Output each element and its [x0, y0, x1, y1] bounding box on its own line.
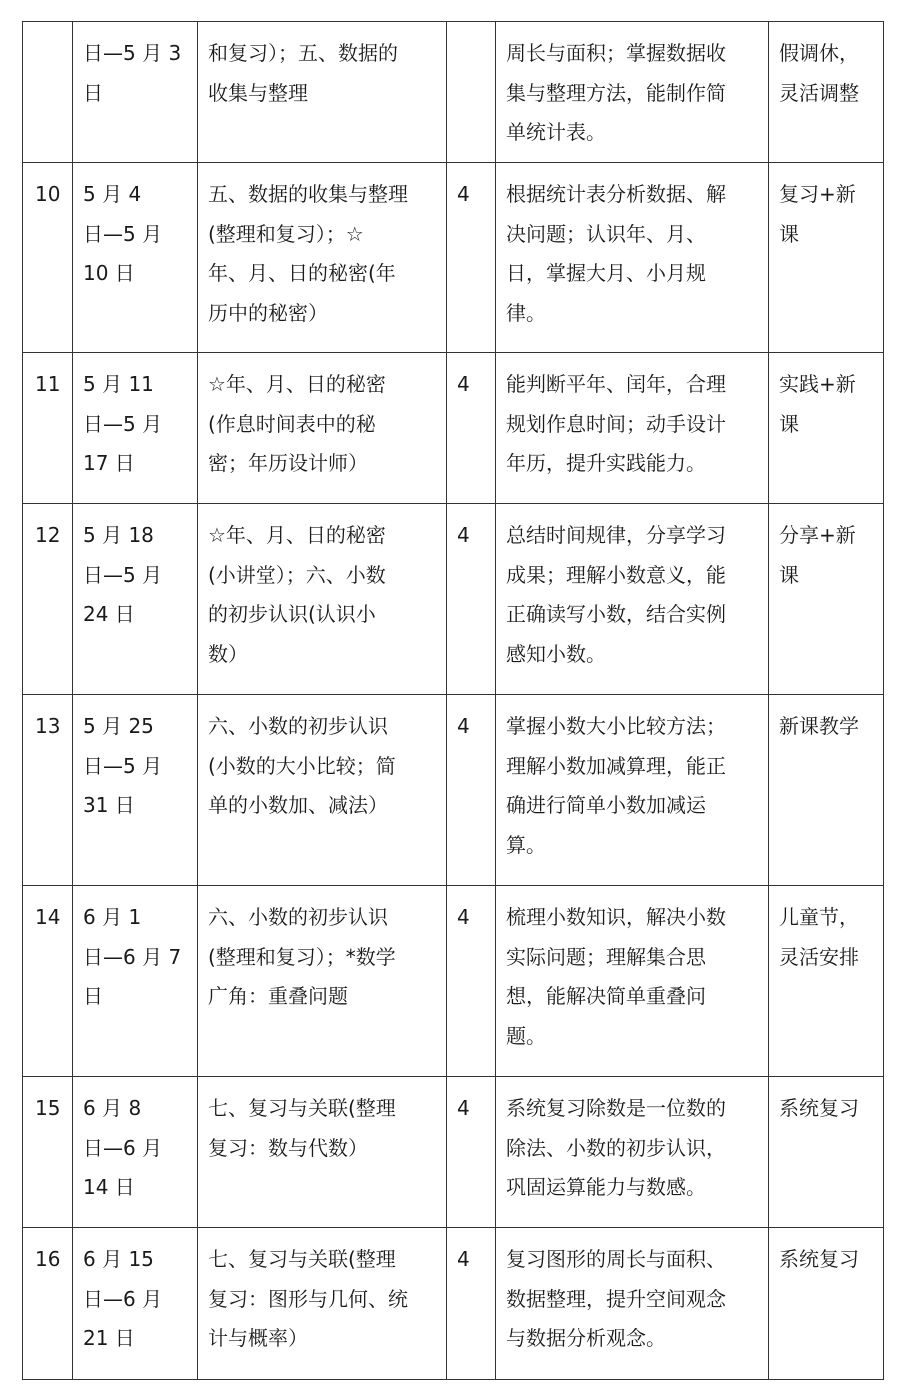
- content-cell: 七、复习与关联(整理 复习：图形与几何、统 计与概率）: [198, 1228, 447, 1380]
- note-cell: 复习+新 课: [769, 163, 884, 353]
- content-cell: 七、复习与关联(整理 复习：数与代数）: [198, 1077, 447, 1228]
- content-cell: 六、小数的初步认识 (小数的大小比较；简 单的小数加、减法）: [198, 695, 447, 886]
- goals-cell: 总结时间规律，分享学习 成果；理解小数意义，能 正确读写小数，结合实例 感知小数。: [496, 504, 769, 695]
- note-cell: 系统复习: [769, 1228, 884, 1380]
- week-cell: 12: [23, 504, 73, 695]
- table-row: [23, 1077, 884, 1228]
- goals-cell: 掌握小数大小比较方法； 理解小数加减算理，能正 确进行简单小数加减运 算。: [496, 695, 769, 886]
- hours-cell: 4: [447, 353, 496, 504]
- note-cell: 儿童节， 灵活安排: [769, 886, 884, 1077]
- dates-cell: 5 月 25 日—5 月 31 日: [73, 695, 198, 886]
- goals-cell: 能判断平年、闰年，合理 规划作息时间；动手设计 年历，提升实践能力。: [496, 353, 769, 504]
- hours-cell: [447, 22, 496, 163]
- schedule-table: [22, 21, 884, 1380]
- hours-cell: 4: [447, 504, 496, 695]
- hours-cell: 4: [447, 695, 496, 886]
- content-cell: ☆年、月、日的秘密 (小讲堂）；六、小数 的初步认识(认识小 数）: [198, 504, 447, 695]
- goals-cell: 根据统计表分析数据、解 决问题；认识年、月、 日，掌握大月、小月规 律。: [496, 163, 769, 353]
- dates-cell: 6 月 1 日—6 月 7 日: [73, 886, 198, 1077]
- goals-cell: 周长与面积；掌握数据收 集与整理方法，能制作简 单统计表。: [496, 22, 769, 163]
- content-cell: 六、小数的初步认识 (整理和复习）；*数学 广角：重叠问题: [198, 886, 447, 1077]
- hours-cell: 4: [447, 163, 496, 353]
- table-row: [23, 695, 884, 886]
- note-cell: 实践+新 课: [769, 353, 884, 504]
- dates-cell: 6 月 8 日—6 月 14 日: [73, 1077, 198, 1228]
- table-row: [23, 1228, 884, 1380]
- week-cell: 11: [23, 353, 73, 504]
- table-row: [23, 22, 884, 163]
- note-cell: 新课教学: [769, 695, 884, 886]
- note-cell: 假调休， 灵活调整: [769, 22, 884, 163]
- content-cell: ☆年、月、日的秘密 (作息时间表中的秘 密；年历设计师）: [198, 353, 447, 504]
- note-cell: 分享+新 课: [769, 504, 884, 695]
- note-cell: 系统复习: [769, 1077, 884, 1228]
- week-cell: 10: [23, 163, 73, 353]
- content-cell: 和复习）；五、数据的 收集与整理: [198, 22, 447, 163]
- week-cell: 15: [23, 1077, 73, 1228]
- table-row: [23, 886, 884, 1077]
- table-row: [23, 353, 884, 504]
- goals-cell: 系统复习除数是一位数的 除法、小数的初步认识， 巩固运算能力与数感。: [496, 1077, 769, 1228]
- dates-cell: 5 月 18 日—5 月 24 日: [73, 504, 198, 695]
- goals-cell: 梳理小数知识，解决小数 实际问题；理解集合思 想，能解决简单重叠问 题。: [496, 886, 769, 1077]
- week-cell: 14: [23, 886, 73, 1077]
- week-cell: 16: [23, 1228, 73, 1380]
- hours-cell: 4: [447, 1077, 496, 1228]
- hours-cell: 4: [447, 886, 496, 1077]
- hours-cell: 4: [447, 1228, 496, 1380]
- content-cell: 五、数据的收集与整理 (整理和复习）；☆ 年、月、日的秘密(年 历中的秘密）: [198, 163, 447, 353]
- table-row: [23, 504, 884, 695]
- dates-cell: 5 月 4 日—5 月 10 日: [73, 163, 198, 353]
- dates-cell: 5 月 11 日—5 月 17 日: [73, 353, 198, 504]
- table-row: [23, 163, 884, 353]
- week-cell: [23, 22, 73, 163]
- dates-cell: 6 月 15 日—6 月 21 日: [73, 1228, 198, 1380]
- goals-cell: 复习图形的周长与面积、 数据整理，提升空间观念 与数据分析观念。: [496, 1228, 769, 1380]
- dates-cell: 日—5 月 3 日: [73, 22, 198, 163]
- week-cell: 13: [23, 695, 73, 886]
